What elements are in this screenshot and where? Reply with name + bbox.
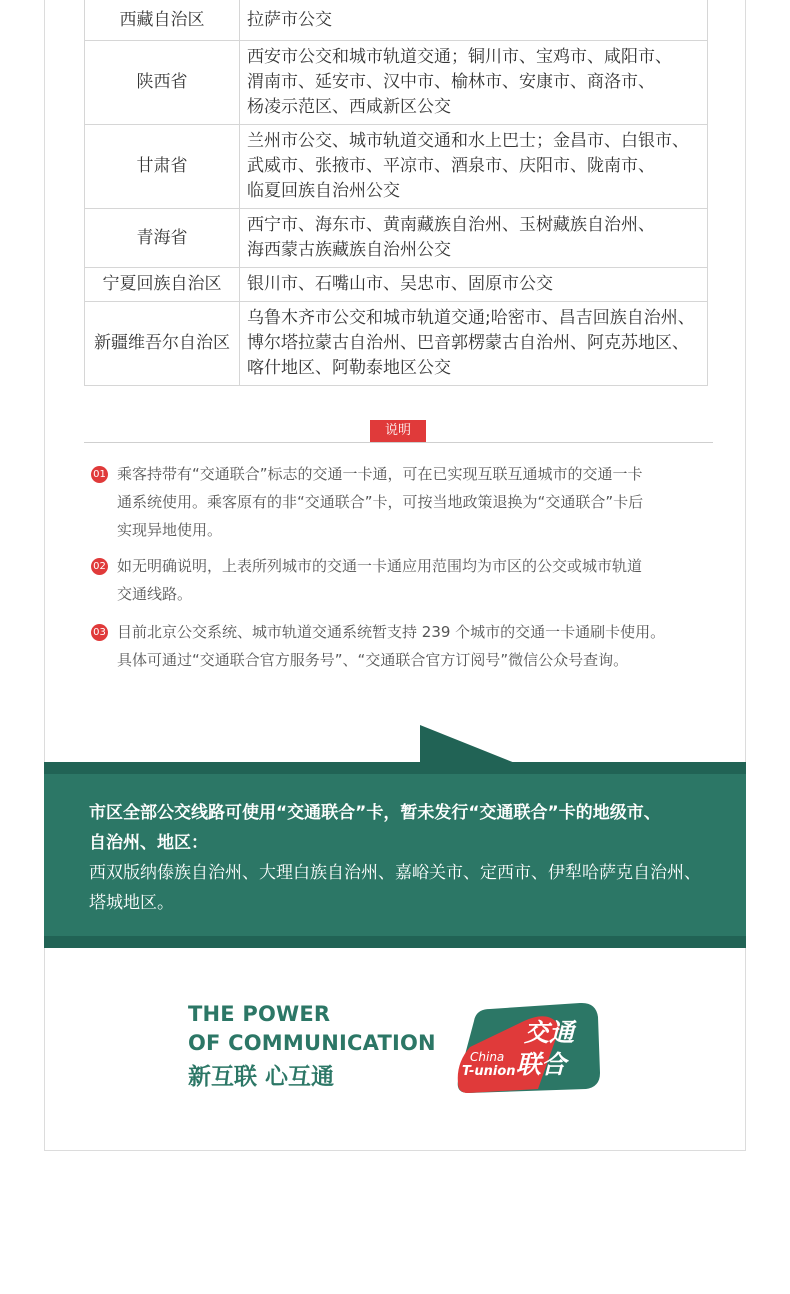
banner-body: [89, 858, 714, 918]
banner-body-line: 西双版纳傣族自治州、大理白族自治州、嘉峪关市、定西市、伊犁哈萨克自治州、: [89, 863, 701, 883]
province-cell: 西藏自治区: [85, 0, 240, 41]
city-table: [84, 0, 708, 386]
slogan-english-line: THE POWER: [188, 1002, 331, 1026]
city-list-line: 拉萨市公交: [247, 9, 332, 30]
note-item: [91, 618, 711, 674]
banner-headline-line: 自治州、地区：: [89, 833, 208, 853]
city-list-cell: [240, 268, 708, 302]
note-number-badge: 01: [91, 466, 108, 483]
province-cell: 青海省: [85, 209, 240, 268]
banner-body-line: 塔城地区。: [89, 893, 174, 913]
logo-cn-top: 交通: [524, 1018, 575, 1047]
city-list-cell: [240, 125, 708, 209]
banner-tab-shape: [420, 725, 515, 763]
notes-divider: [84, 442, 713, 443]
table-row: [85, 209, 708, 268]
china-t-union-logo: [454, 1001, 602, 1093]
logo-cn-bottom: 联合: [516, 1050, 567, 1079]
city-list-line: 西安市公交和城市轨道交通；铜川市、宝鸡市、咸阳市、: [247, 47, 672, 67]
slogan: [188, 1000, 448, 1094]
table-row: [85, 302, 708, 386]
city-list-line: 银川市、石嘴山市、吴忠市、固原市公交: [247, 274, 553, 294]
city-list-cell: [240, 0, 708, 41]
city-list-line: 乌鲁木齐市公交和城市轨道交通;哈密市、昌吉回族自治州、: [247, 308, 695, 328]
info-banner: [44, 762, 746, 948]
province-cell: 新疆维吾尔自治区: [85, 302, 240, 386]
province-cell: 宁夏回族自治区: [85, 268, 240, 302]
slogan-english-line: OF COMMUNICATION: [188, 1031, 436, 1055]
city-list-line: 西宁市、海东市、黄南藏族自治州、玉树藏族自治州、: [247, 215, 655, 235]
banner-top-strip: [44, 762, 746, 774]
note-line: 具体可通过“交通联合官方服务号”、“交通联合官方订阅号”微信公众号查询。: [117, 651, 629, 669]
banner-headline: [89, 798, 714, 858]
note-line: 通系统使用。乘客原有的非“交通联合”卡，可按当地政策退换为“交通联合”卡后: [117, 493, 644, 511]
banner-headline-line: 市区全部公交线路可使用“交通联合”卡，暂未发行“交通联合”卡的地级市、: [89, 803, 661, 823]
city-list-line: 兰州市公交、城市轨道交通和水上巴士；金昌市、白银市、: [247, 131, 689, 151]
table-row: [85, 0, 708, 41]
table-row: [85, 268, 708, 302]
city-list-line: 武威市、张掖市、平凉市、酒泉市、庆阳市、陇南市、: [247, 156, 655, 176]
note-line: 乘客持带有“交通联合”标志的交通一卡通，可在已实现互联互通城市的交通一卡: [117, 465, 643, 483]
city-list-cell: [240, 41, 708, 125]
note-line: 实现异地使用。: [117, 521, 223, 539]
table-row: [85, 41, 708, 125]
note-number-badge: 02: [91, 558, 108, 575]
note-line: 如无明确说明，上表所列城市的交通一卡通应用范围均为市区的公交或城市轨道: [117, 557, 643, 575]
city-list-cell: [240, 209, 708, 268]
table-row: [85, 125, 708, 209]
logo-en-bottom: T-union: [462, 1064, 516, 1079]
city-list-line: 渭南市、延安市、汉中市、榆林市、安康市、商洛市、: [247, 72, 655, 92]
note-line: 目前北京公交系统、城市轨道交通系统暂支持 239 个城市的交通一卡通刷卡使用。: [117, 623, 666, 641]
province-cell: 陕西省: [85, 41, 240, 125]
city-list-line: 博尔塔拉蒙古自治州、巴音郭楞蒙古自治州、阿克苏地区、: [247, 333, 689, 353]
city-list-line: 喀什地区、阿勒泰地区公交: [247, 358, 451, 378]
logo-en-top: China: [470, 1050, 505, 1064]
banner-bottom-strip: [44, 936, 746, 948]
note-item: [91, 552, 711, 608]
notes-title: 说明: [370, 420, 426, 442]
city-list-line: 杨凌示范区、西咸新区公交: [247, 97, 451, 117]
slogan-chinese: 新互联 心互通: [188, 1064, 335, 1090]
city-list-line: 海西蒙古族藏族自治州公交: [247, 240, 451, 260]
province-cell: 甘肃省: [85, 125, 240, 209]
city-list-cell: [240, 302, 708, 386]
city-list-line: 临夏回族自治州公交: [247, 181, 400, 201]
note-line: 交通线路。: [117, 585, 193, 603]
note-item: [91, 460, 711, 544]
note-number-badge: 03: [91, 624, 108, 641]
